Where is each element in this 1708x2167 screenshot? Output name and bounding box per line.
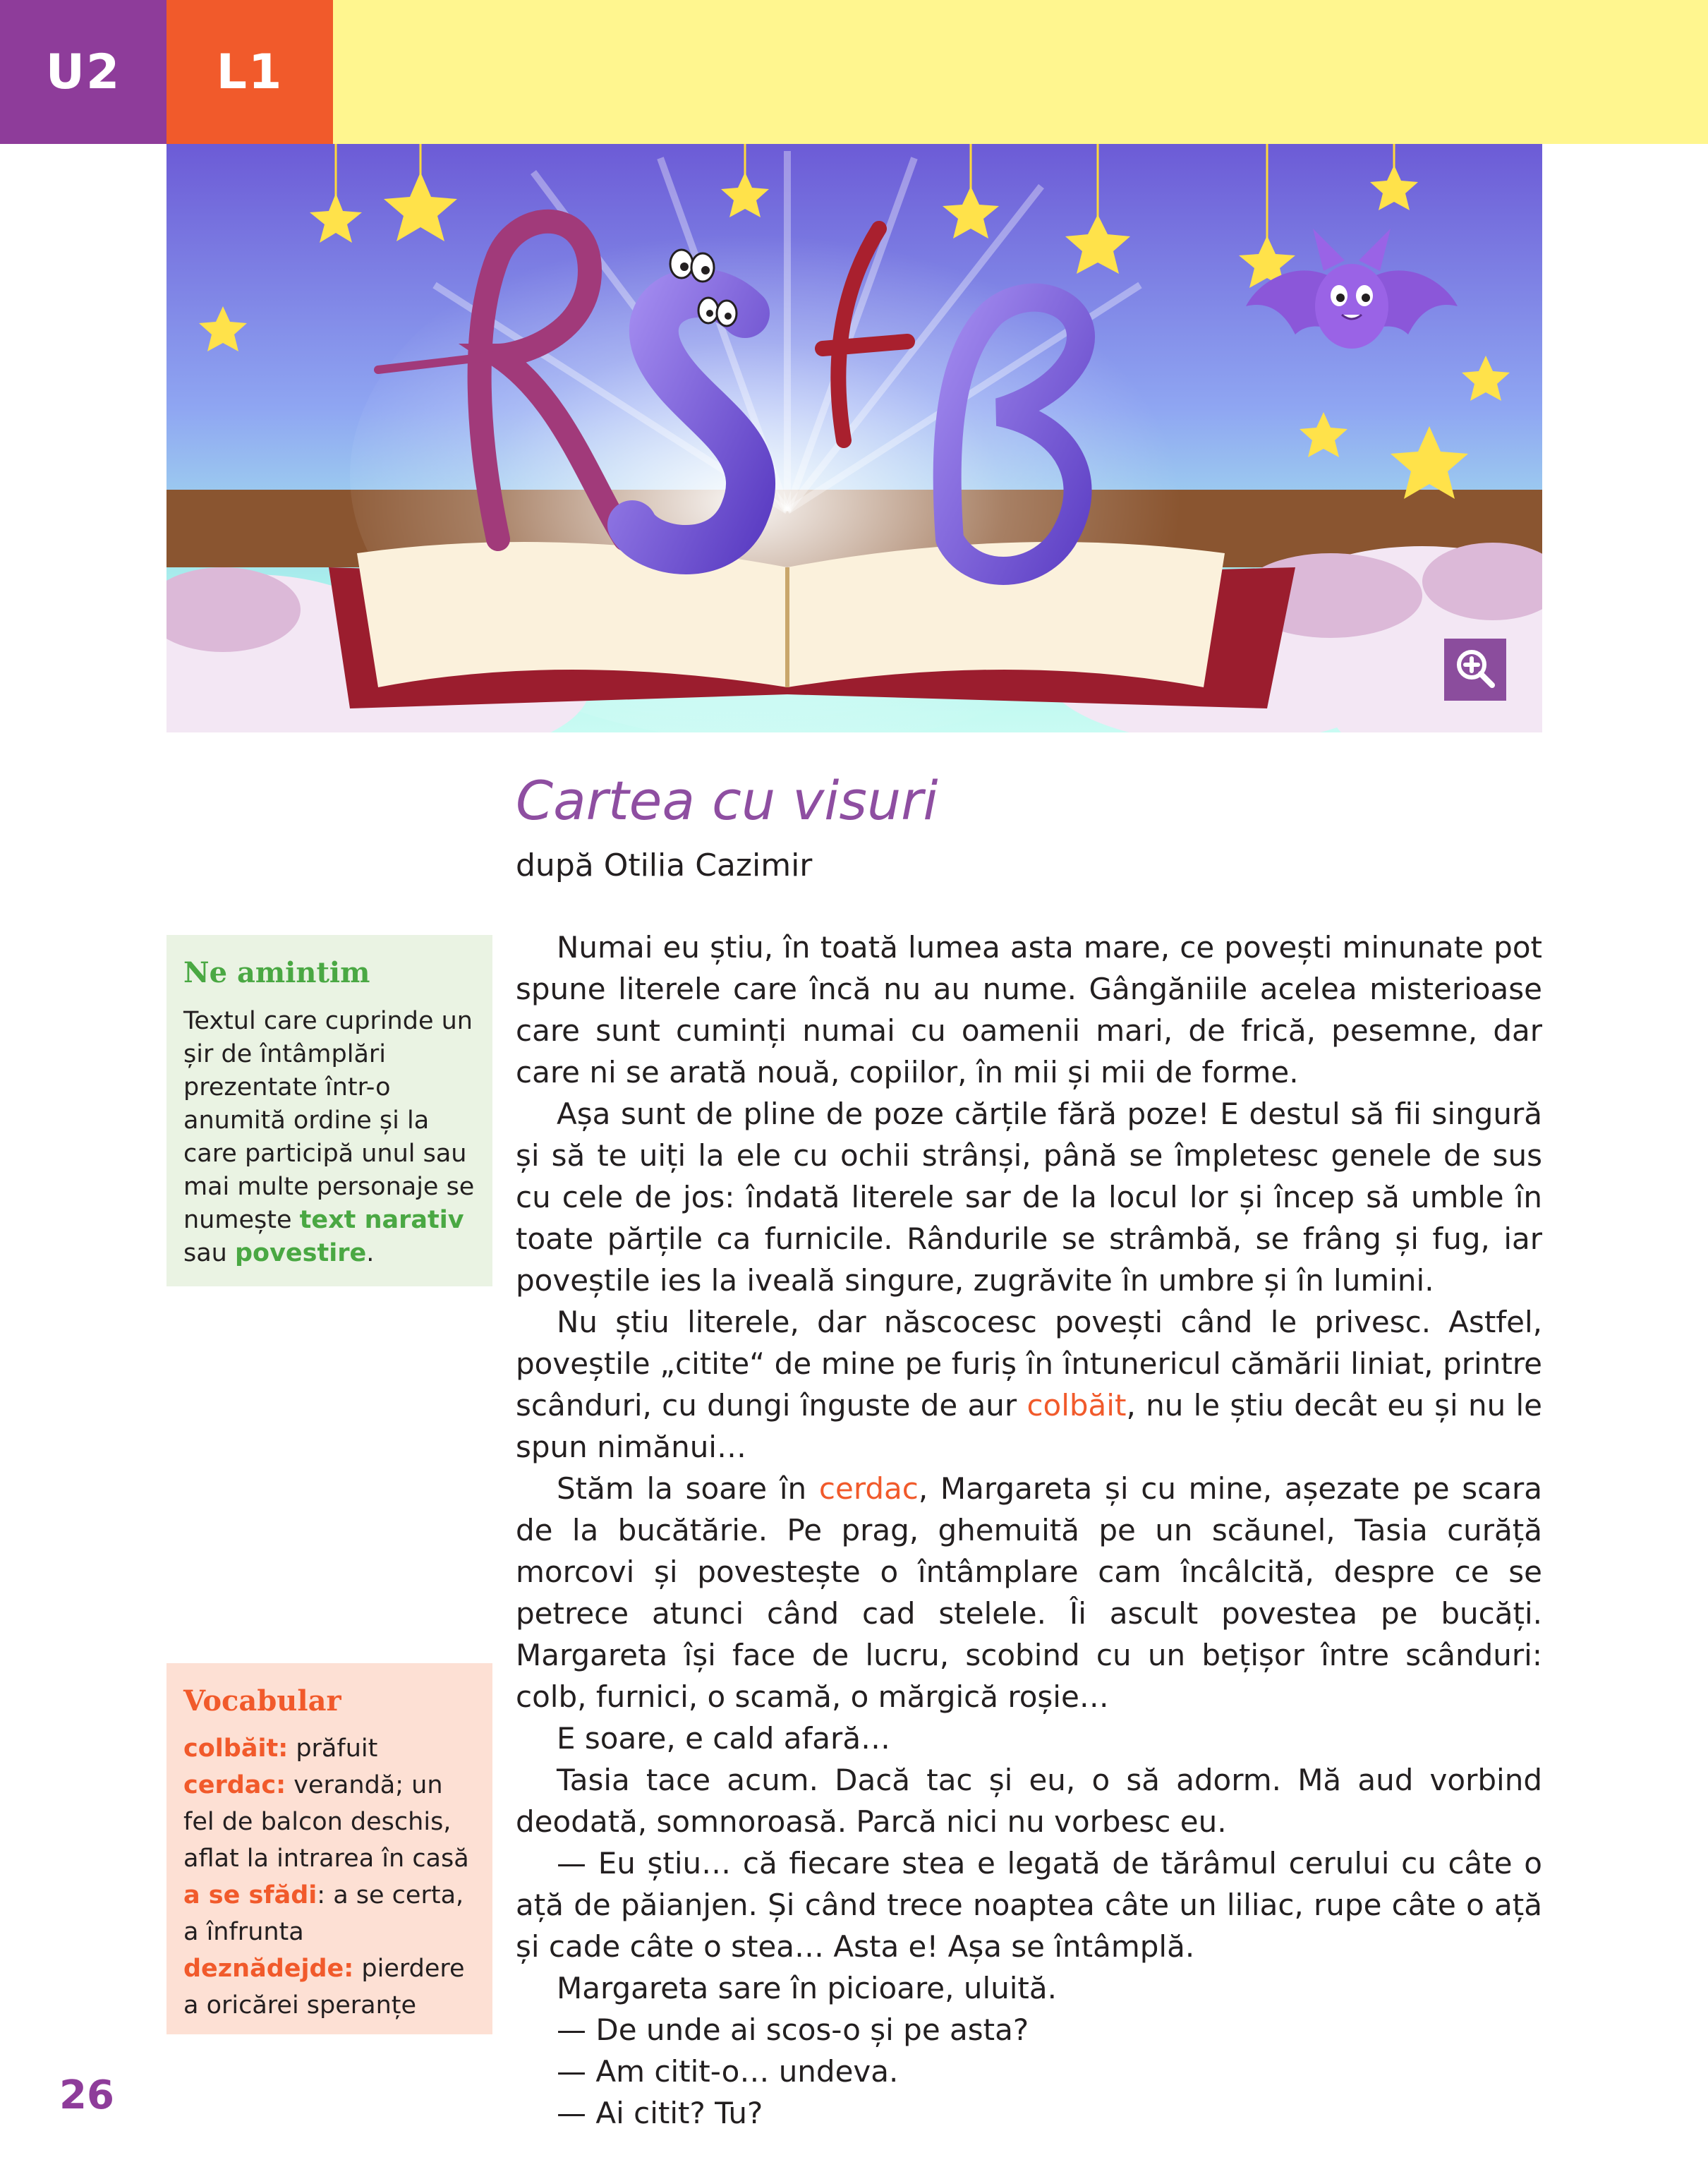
dialogue-line: — Ai citit? Tu? <box>557 2096 763 2130</box>
vocabulary-word-colbait: colbăit <box>1026 1388 1127 1423</box>
recall-text-part: Textul care cuprinde un șir de întâmplări prezentate într-o anumită ordine și la care participă unul sau mai multe personaje se numește <box>183 1007 475 1234</box>
vocabulary-box <box>166 1663 492 2034</box>
vocabulary-term: a se sfădi <box>183 1881 317 1909</box>
story-title: Cartea cu visuri <box>516 769 938 832</box>
story-paragraph: E soare, e cald afară… <box>557 1721 891 1756</box>
recall-box-title: Ne amintim <box>183 956 370 989</box>
zoom-in-icon <box>1453 646 1498 694</box>
recall-text-part: . <box>366 1239 375 1267</box>
recall-box <box>166 935 492 1286</box>
vocabulary-entry <box>183 1767 476 1877</box>
story-text <box>516 926 1542 2134</box>
vocabulary-term: colbăit: <box>183 1734 289 1763</box>
paragraph-text: Nu știu literele, dar născocesc povești când le privesc. Astfel, poveștile „citite“ de mine pe furiș în întunericul cămării liniat, printre scânduri, cu dungi înguste de aur <box>516 1305 1542 1423</box>
story-illustration <box>166 144 1542 732</box>
vocabulary-definition: : a se certa, a înfrunta <box>183 1881 464 1946</box>
paragraph-text: , nu le știu decât eu și nu le spun nimănui… <box>516 1388 1543 1464</box>
story-paragraph <box>516 1468 1542 1718</box>
page-number: 26 <box>59 2072 114 2118</box>
vocabulary-entry <box>183 1877 476 1950</box>
dialogue-line: — Am citit-o… undeva. <box>557 2054 899 2089</box>
story-paragraph: Tasia tace acum. Dacă tac și eu, o să adorm. Mă aud vorbind deodată, somnoroasă. Parcă nici nu vorbesc eu. <box>516 1763 1542 1839</box>
vocabulary-entry <box>183 1950 476 2024</box>
unit-tag: U2 <box>0 0 166 144</box>
vocabulary-definition: pierdere a oricărei speranțe <box>183 1955 465 2020</box>
story-paragraph: Așa sunt de pline de poze cărțile fără poze! E destul să fii singură și să te uiți la ele cu ochii strânși, până se împletesc genele de sus cu cele de jos: îndată literele sar de la locul lor și încep să umble în toate părțile ca furnicile. Rândurile se strâmbă, se frâng și fug, iar poveștile ies la iveală singure, zugrăvite în umbre și în lumini. <box>516 1097 1542 1298</box>
vocabulary-word-cerdac: cerdac <box>818 1471 919 1506</box>
dialogue-line: — De unde ai scos-o și pe asta? <box>557 2012 1029 2047</box>
story-author: după Otilia Cazimir <box>516 847 813 883</box>
story-paragraph: — Eu știu… că fiecare stea e legată de tărâmul cerului cu câte o ață de păianjen. Și când trece noaptea câte un liliac, rupe câte o ață și cade câte o stea… Asta e! Așa se întâmplă. <box>516 1846 1542 1964</box>
paragraph-text: , Margareta și cu mine, așezate pe scara de la bucătărie. Pe prag, ghemuită pe un scăunel, Tasia curăță morcovi și povestește o întâmplare cam încâlcită, despre ce se petrece atunci când cad stelele. Îi ascult povestea pe bucăți. Margareta își face de lucru, scobind cu un bețișor între scânduri: colb, furnici, o scamă, o mărgică roșie… <box>516 1471 1543 1714</box>
vocabulary-definition: prăfuit <box>288 1734 378 1763</box>
vocabulary-definition: verandă; un fel de balcon deschis, aflat la intrarea în casă <box>183 1771 469 1873</box>
recall-text-part: sau <box>183 1239 235 1267</box>
story-paragraph: Numai eu știu, în toată lumea asta mare, ce povești minunate pot spune literele care încă nu au nume. Gângăniile acelea misterioase care sunt cuminți numai cu oamenii mari, de frică, pesemne, dar care ni se arată nouă, copiilor, în mii și mii de forme. <box>516 930 1542 1089</box>
lesson-tag: L1 <box>166 0 333 144</box>
vocabulary-title: Vocabular <box>183 1684 341 1718</box>
recall-box-text <box>183 1005 476 1270</box>
story-paragraph: Margareta sare în picioare, uluită. <box>557 1971 1057 2005</box>
vocabulary-term: cerdac: <box>183 1771 286 1799</box>
paragraph-text: Stăm la soare în <box>557 1471 819 1506</box>
term-povestire: povestire <box>235 1239 367 1267</box>
term-text-narativ: text narativ <box>299 1206 464 1234</box>
vocabulary-entry <box>183 1730 476 1767</box>
zoom-in-button[interactable] <box>1444 639 1506 701</box>
story-paragraph <box>516 1301 1542 1468</box>
vocabulary-term: deznădejde: <box>183 1955 354 1983</box>
